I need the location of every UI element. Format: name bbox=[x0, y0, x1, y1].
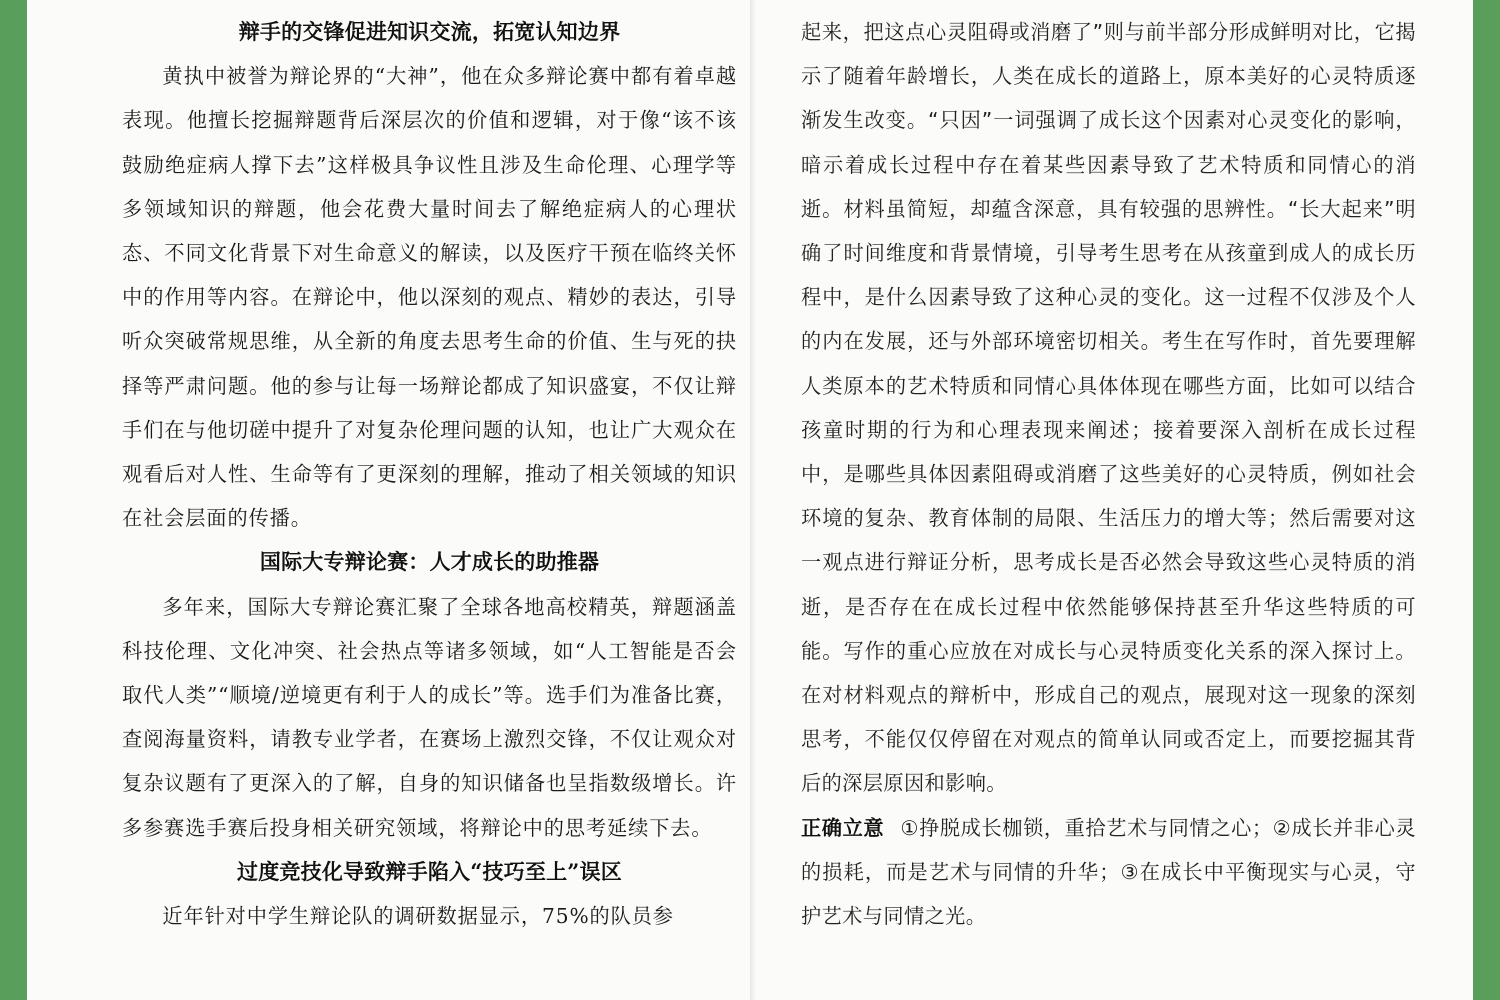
paragraph-material-analysis: 起来，把这点心灵阻碍或消磨了”则与前半部分形成鲜明对比，它揭示了随着年龄增长，人类在成长的道路上，原本美好的心灵特质逐渐发生改变。“只因”一词强调了成长这个因素对心灵变化的影响，暗示着成长过程中存在着某些因素导致了艺术特质和同情心的消逝。材料虽简短，却蕴含深意，具有较强的思辨性。“长大起来”明确了时间维度和背景情境，引导考生思考在从孩童到成人的成长历程中，是什么因素导致了这种心灵的变化。这一过程不仅涉及个人的内在发展，还与外部环境密切相关。考生在写作时，首先要理解人类原本的艺术特质和同情心具体体现在哪些方面，比如可以结合孩童时期的行为和心理表现来阐述；接着要深入剖析在成长过程中，是哪些具体因素阻碍或消磨了这些美好的心灵特质，例如社会环境的复杂、教育体制的局限、生活压力的增大等；然后需要对这一观点进行辩证分析，思考成长是否必然会导致这些心灵特质的消逝，是否存在在成长过程中依然能够保持甚至升华这些特质的可能。写作的重心应放在对成长与心灵特质变化关系的深入探讨上。在对材料观点的辩析中，形成自己的观点，展现对这一现象的深刻思考，不能仅仅停留在对观点的简单认同或否定上，而要挖掘其背后的深层原因和影响。 bbox=[801, 20, 1416, 796]
green-border-left bbox=[0, 0, 27, 1000]
thesis-paragraph bbox=[801, 806, 1416, 939]
section-heading-debate-exchange: 辩手的交锋促进知识交流，拓宽认知边界 bbox=[238, 19, 621, 44]
section-heading-international-debate: 国际大专辩论赛：人才成长的助推器 bbox=[259, 549, 600, 575]
right-column bbox=[801, 10, 1416, 938]
section-heading-over-competition: 过度竞技化导致辩手陷入“技巧至上”误区 bbox=[237, 858, 622, 884]
left-page bbox=[27, 0, 750, 1000]
thesis-label: 正确立意 bbox=[801, 815, 885, 840]
left-column bbox=[122, 10, 737, 938]
green-border-right bbox=[1473, 0, 1500, 1000]
thesis-text: ①挣脱成长枷锁，重拾艺术与同情之心；②成长并非心灵的损耗，而是艺术与同情的升华；③在成长中平衡现实与心灵，守护艺术与同情之光。 bbox=[801, 815, 1416, 929]
paragraph-survey-data: 近年针对中学生辩论队的调研数据显示，75%的队员参 bbox=[162, 904, 674, 929]
right-page bbox=[755, 0, 1473, 1000]
paragraph-international-debate: 多年来，国际大专辩论赛汇聚了全球各地高校精英，辩题涵盖科技伦理、文化冲突、社会热点等诸多领域，如“人工智能是否会取代人类”“顺境/逆境更有利于人的成长”等。选手们为准备比赛，查阅海量资料，请教专业学者，在赛场上激烈交锋，不仅让观众对复杂议题有了更深入的了解，自身的知识储备也呈指数级增长。许多参赛选手赛后投身相关研究领域，将辩论中的思考延续下去。 bbox=[122, 594, 737, 840]
paragraph-huang-zhizhong: 黄执中被誉为辩论界的“大神”，他在众多辩论赛中都有着卓越表现。他擅长挖掘辩题背后深层次的价值和逻辑，对于像“该不该鼓励绝症病人撑下去”这样极具争议性且涉及生命伦理、心理学等多领域知识的辩题，他会花费大量时间去了解绝症病人的心理状态、不同文化背景下对生命意义的解读，以及医疗干预在临终关怀中的作用等内容。在辩论中，他以深刻的观点、精妙的表达，引导听众突破常规思维，从全新的角度去思考生命的价值、生与死的抉择等严肃问题。他的参与让每一场辩论都成了知识盛宴，不仅让辩手们在与他切磋中提升了对复杂伦理问题的认知，也让广大观众在观看后对人性、生命等有了更深刻的理解，推动了相关领域的知识在社会层面的传播。 bbox=[122, 64, 737, 531]
